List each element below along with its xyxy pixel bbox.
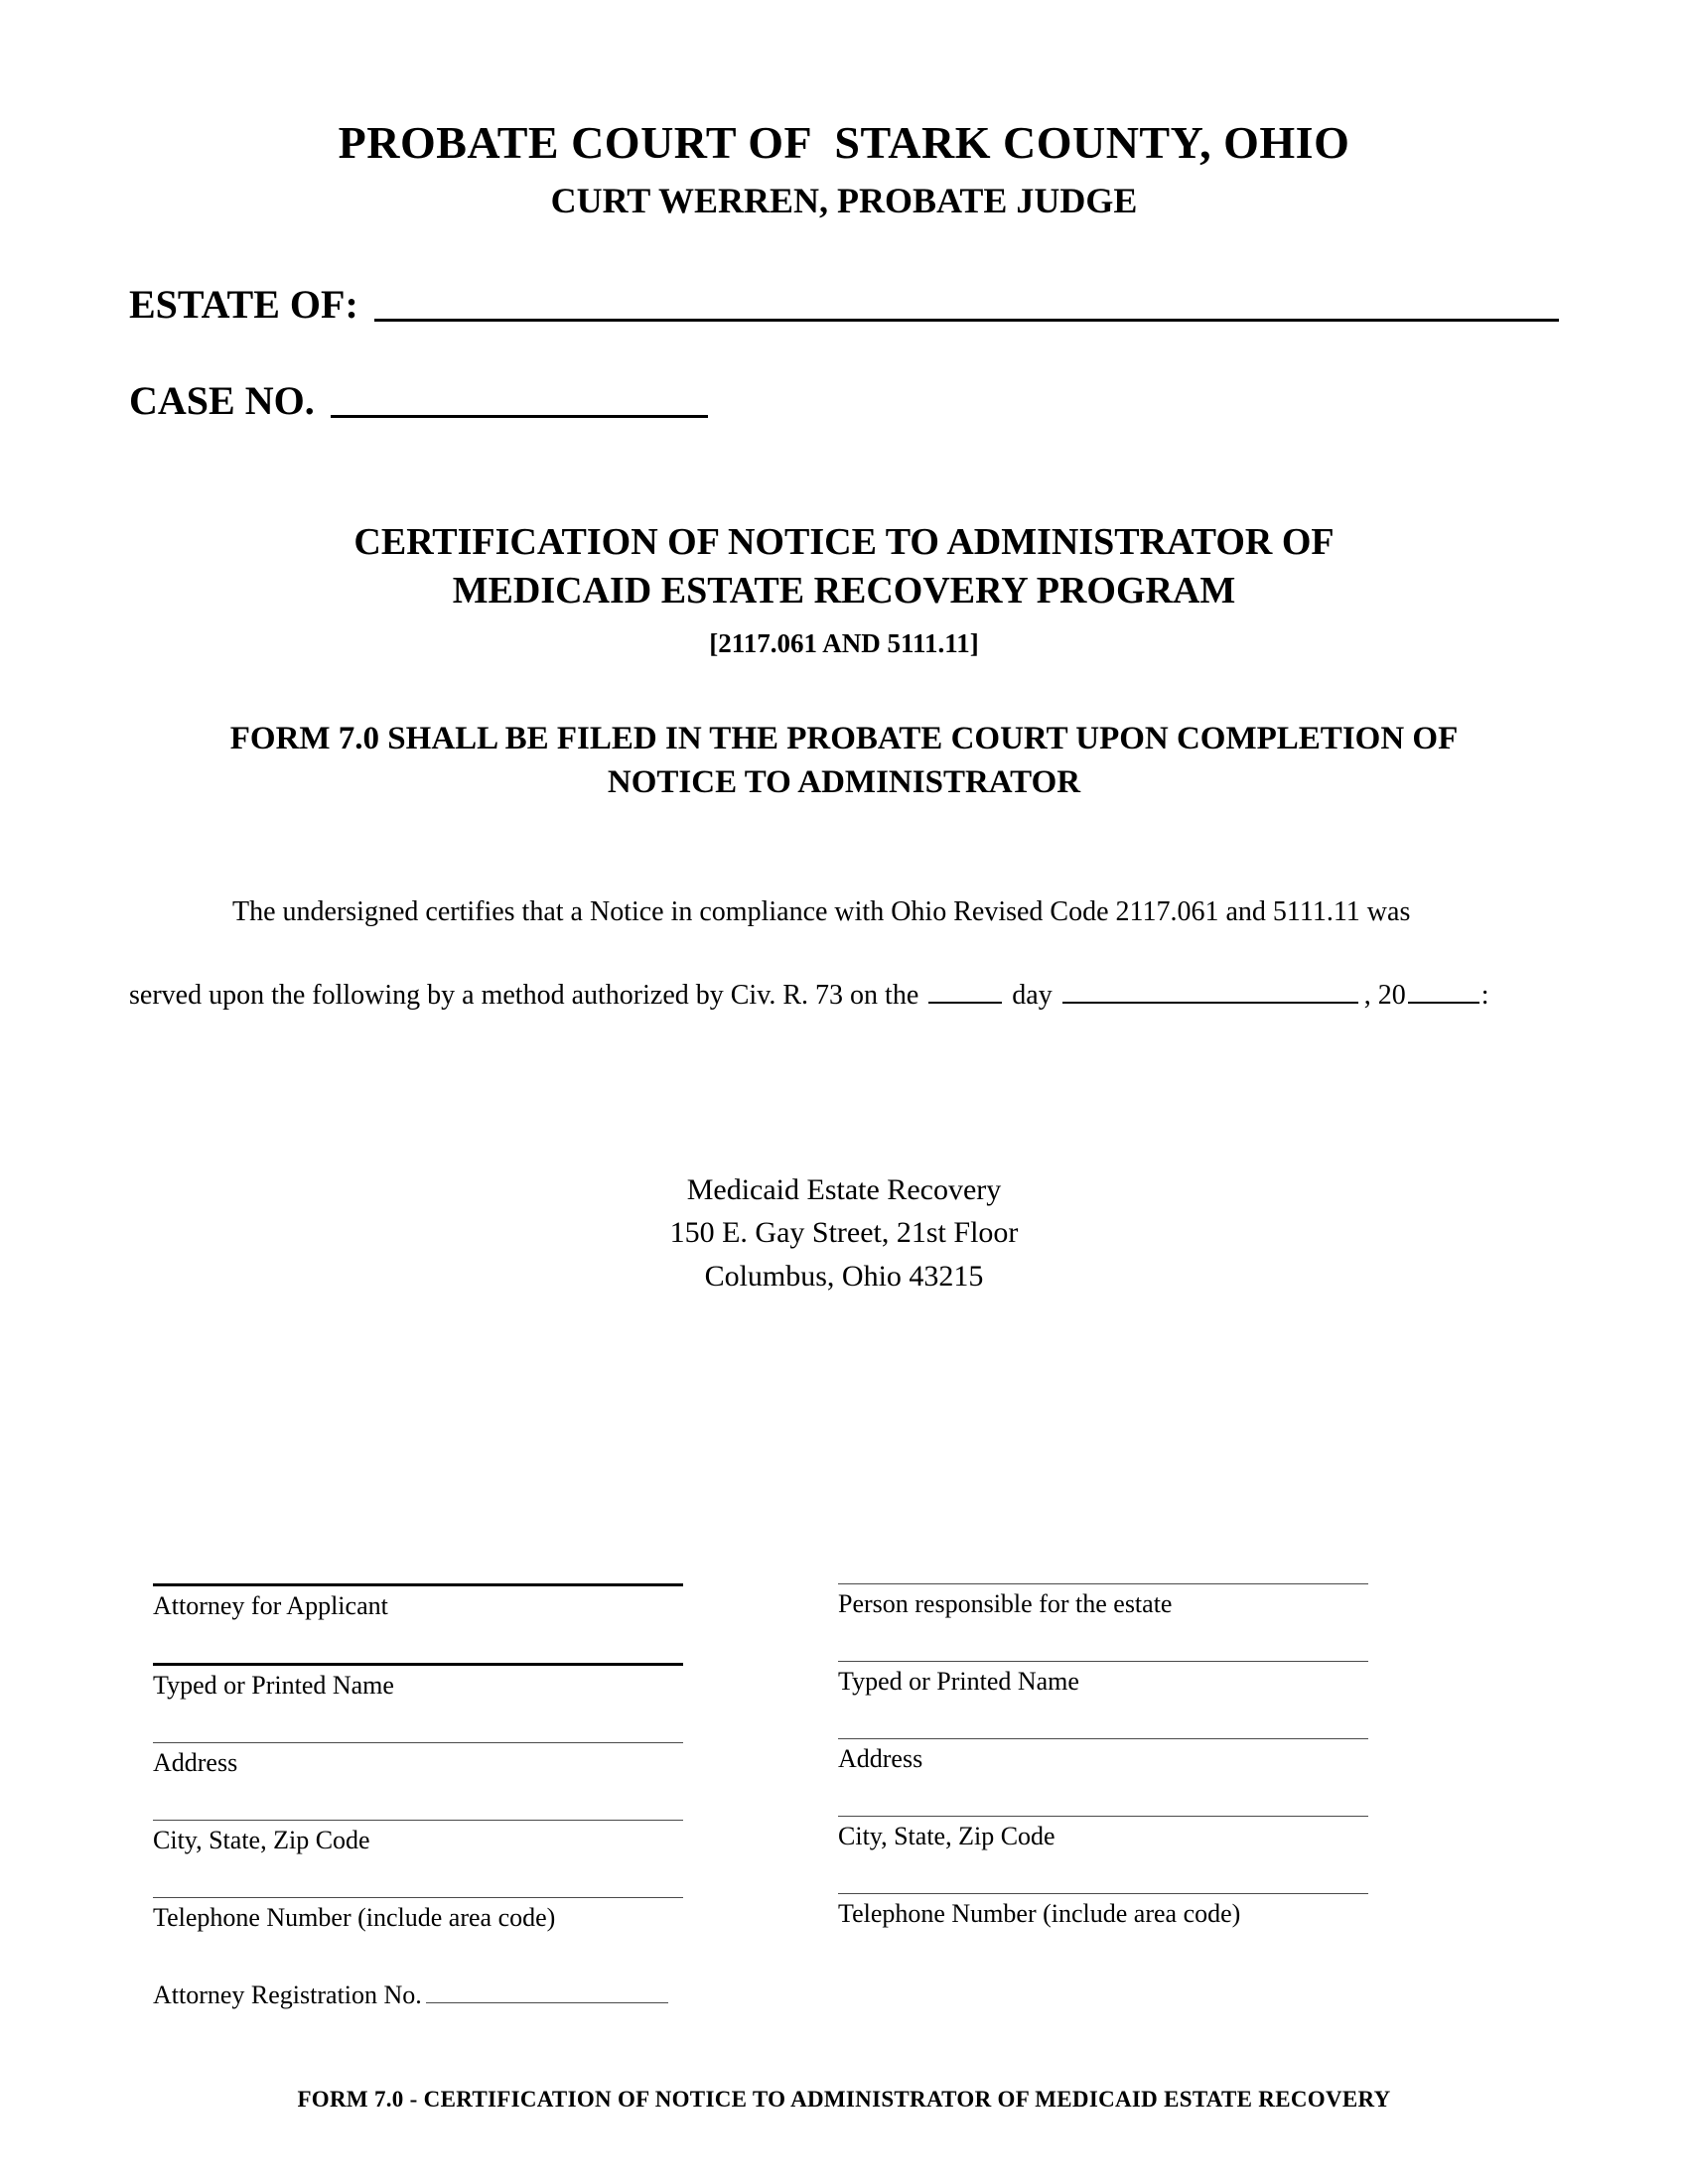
responsible-person-signature-field[interactable] xyxy=(838,1583,1368,1619)
attorney-address-field[interactable] xyxy=(153,1742,683,1778)
statute-reference: [2117.061 AND 5111.11] xyxy=(709,627,979,658)
form-title-line2: MEDICAID ESTATE RECOVERY PROGRAM xyxy=(452,570,1236,613)
case-no-field[interactable] xyxy=(331,377,708,418)
attorney-telephone-label: Telephone Number (include area code) xyxy=(153,1903,556,1933)
responsible-person-signature-label: Person responsible for the estate xyxy=(838,1589,1173,1619)
year-field[interactable] xyxy=(1408,974,1479,1004)
attorney-address-label: Address xyxy=(153,1748,238,1778)
attorney-signature-field[interactable] xyxy=(153,1583,683,1621)
form-footer: FORM 7.0 - CERTIFICATION OF NOTICE TO ADMINISTRATOR OF MEDICAID ESTATE RECOVERY xyxy=(297,2087,1391,2112)
case-no-row xyxy=(129,377,1559,424)
responsible-person-printed-name-field[interactable] xyxy=(838,1661,1368,1697)
responsible-person-city-state-zip-label: City, State, Zip Code xyxy=(838,1822,1055,1851)
attorney-telephone-field[interactable] xyxy=(153,1897,683,1933)
signature-right-column xyxy=(838,1583,1368,1933)
recipient-address xyxy=(129,1168,1559,1298)
day-label: day xyxy=(1012,979,1053,1011)
certification-paragraph xyxy=(129,896,1559,1012)
attorney-signature-label: Attorney for Applicant xyxy=(153,1591,388,1621)
responsible-person-telephone-field[interactable] xyxy=(838,1893,1368,1929)
attorney-printed-name-label: Typed or Printed Name xyxy=(153,1671,394,1701)
estate-of-field[interactable] xyxy=(374,281,1559,322)
recipient-name: Medicaid Estate Recovery xyxy=(686,1172,1002,1206)
recipient-street: 150 E. Gay Street, 21st Floor xyxy=(669,1216,1019,1250)
case-no-label: CASE NO. xyxy=(129,377,315,423)
responsible-person-city-state-zip-field[interactable] xyxy=(838,1816,1368,1851)
month-field[interactable] xyxy=(1062,974,1358,1004)
attorney-registration-label: Attorney Registration No. xyxy=(153,1980,422,2010)
filing-instruction: FORM 7.0 SHALL BE FILED IN THE PROBATE COURT UPON COMPLETION OF NOTICE TO ADMINISTRATOR xyxy=(229,720,1459,801)
signature-section xyxy=(153,1583,1559,1933)
estate-of-label: ESTATE OF: xyxy=(129,281,358,327)
certification-line1: The undersigned certifies that a Notice in compliance with Ohio Revised Code 2117.061 and 5111.11 was xyxy=(232,895,1411,927)
responsible-person-address-label: Address xyxy=(838,1744,923,1774)
attorney-city-state-zip-field[interactable] xyxy=(153,1820,683,1855)
signature-left-column xyxy=(153,1583,683,1933)
colon-text: : xyxy=(1480,979,1489,1011)
estate-of-row xyxy=(129,281,1559,328)
responsible-person-address-field[interactable] xyxy=(838,1738,1368,1774)
attorney-registration-row xyxy=(153,1977,1559,2010)
day-field[interactable] xyxy=(928,974,1002,1004)
form-title-line1: CERTIFICATION OF NOTICE TO ADMINISTRATOR OF xyxy=(353,520,1335,563)
attorney-registration-field[interactable] xyxy=(426,1977,668,2003)
form-title xyxy=(129,518,1559,616)
attorney-city-state-zip-label: City, State, Zip Code xyxy=(153,1826,370,1855)
responsible-person-printed-name-label: Typed or Printed Name xyxy=(838,1667,1079,1697)
year-prefix: , 20 xyxy=(1363,979,1406,1011)
court-title: PROBATE COURT OF STARK COUNTY, OHIO xyxy=(338,117,1350,168)
judge-line: CURT WERREN, PROBATE JUDGE xyxy=(550,180,1138,220)
served-prefix-text: served upon the following by a method authorized by Civ. R. 73 on the xyxy=(129,979,919,1011)
responsible-person-telephone-label: Telephone Number (include area code) xyxy=(838,1899,1241,1929)
certification-line2 xyxy=(129,974,1559,1012)
attorney-printed-name-field[interactable] xyxy=(153,1663,683,1701)
recipient-city: Columbus, Ohio 43215 xyxy=(704,1259,984,1293)
